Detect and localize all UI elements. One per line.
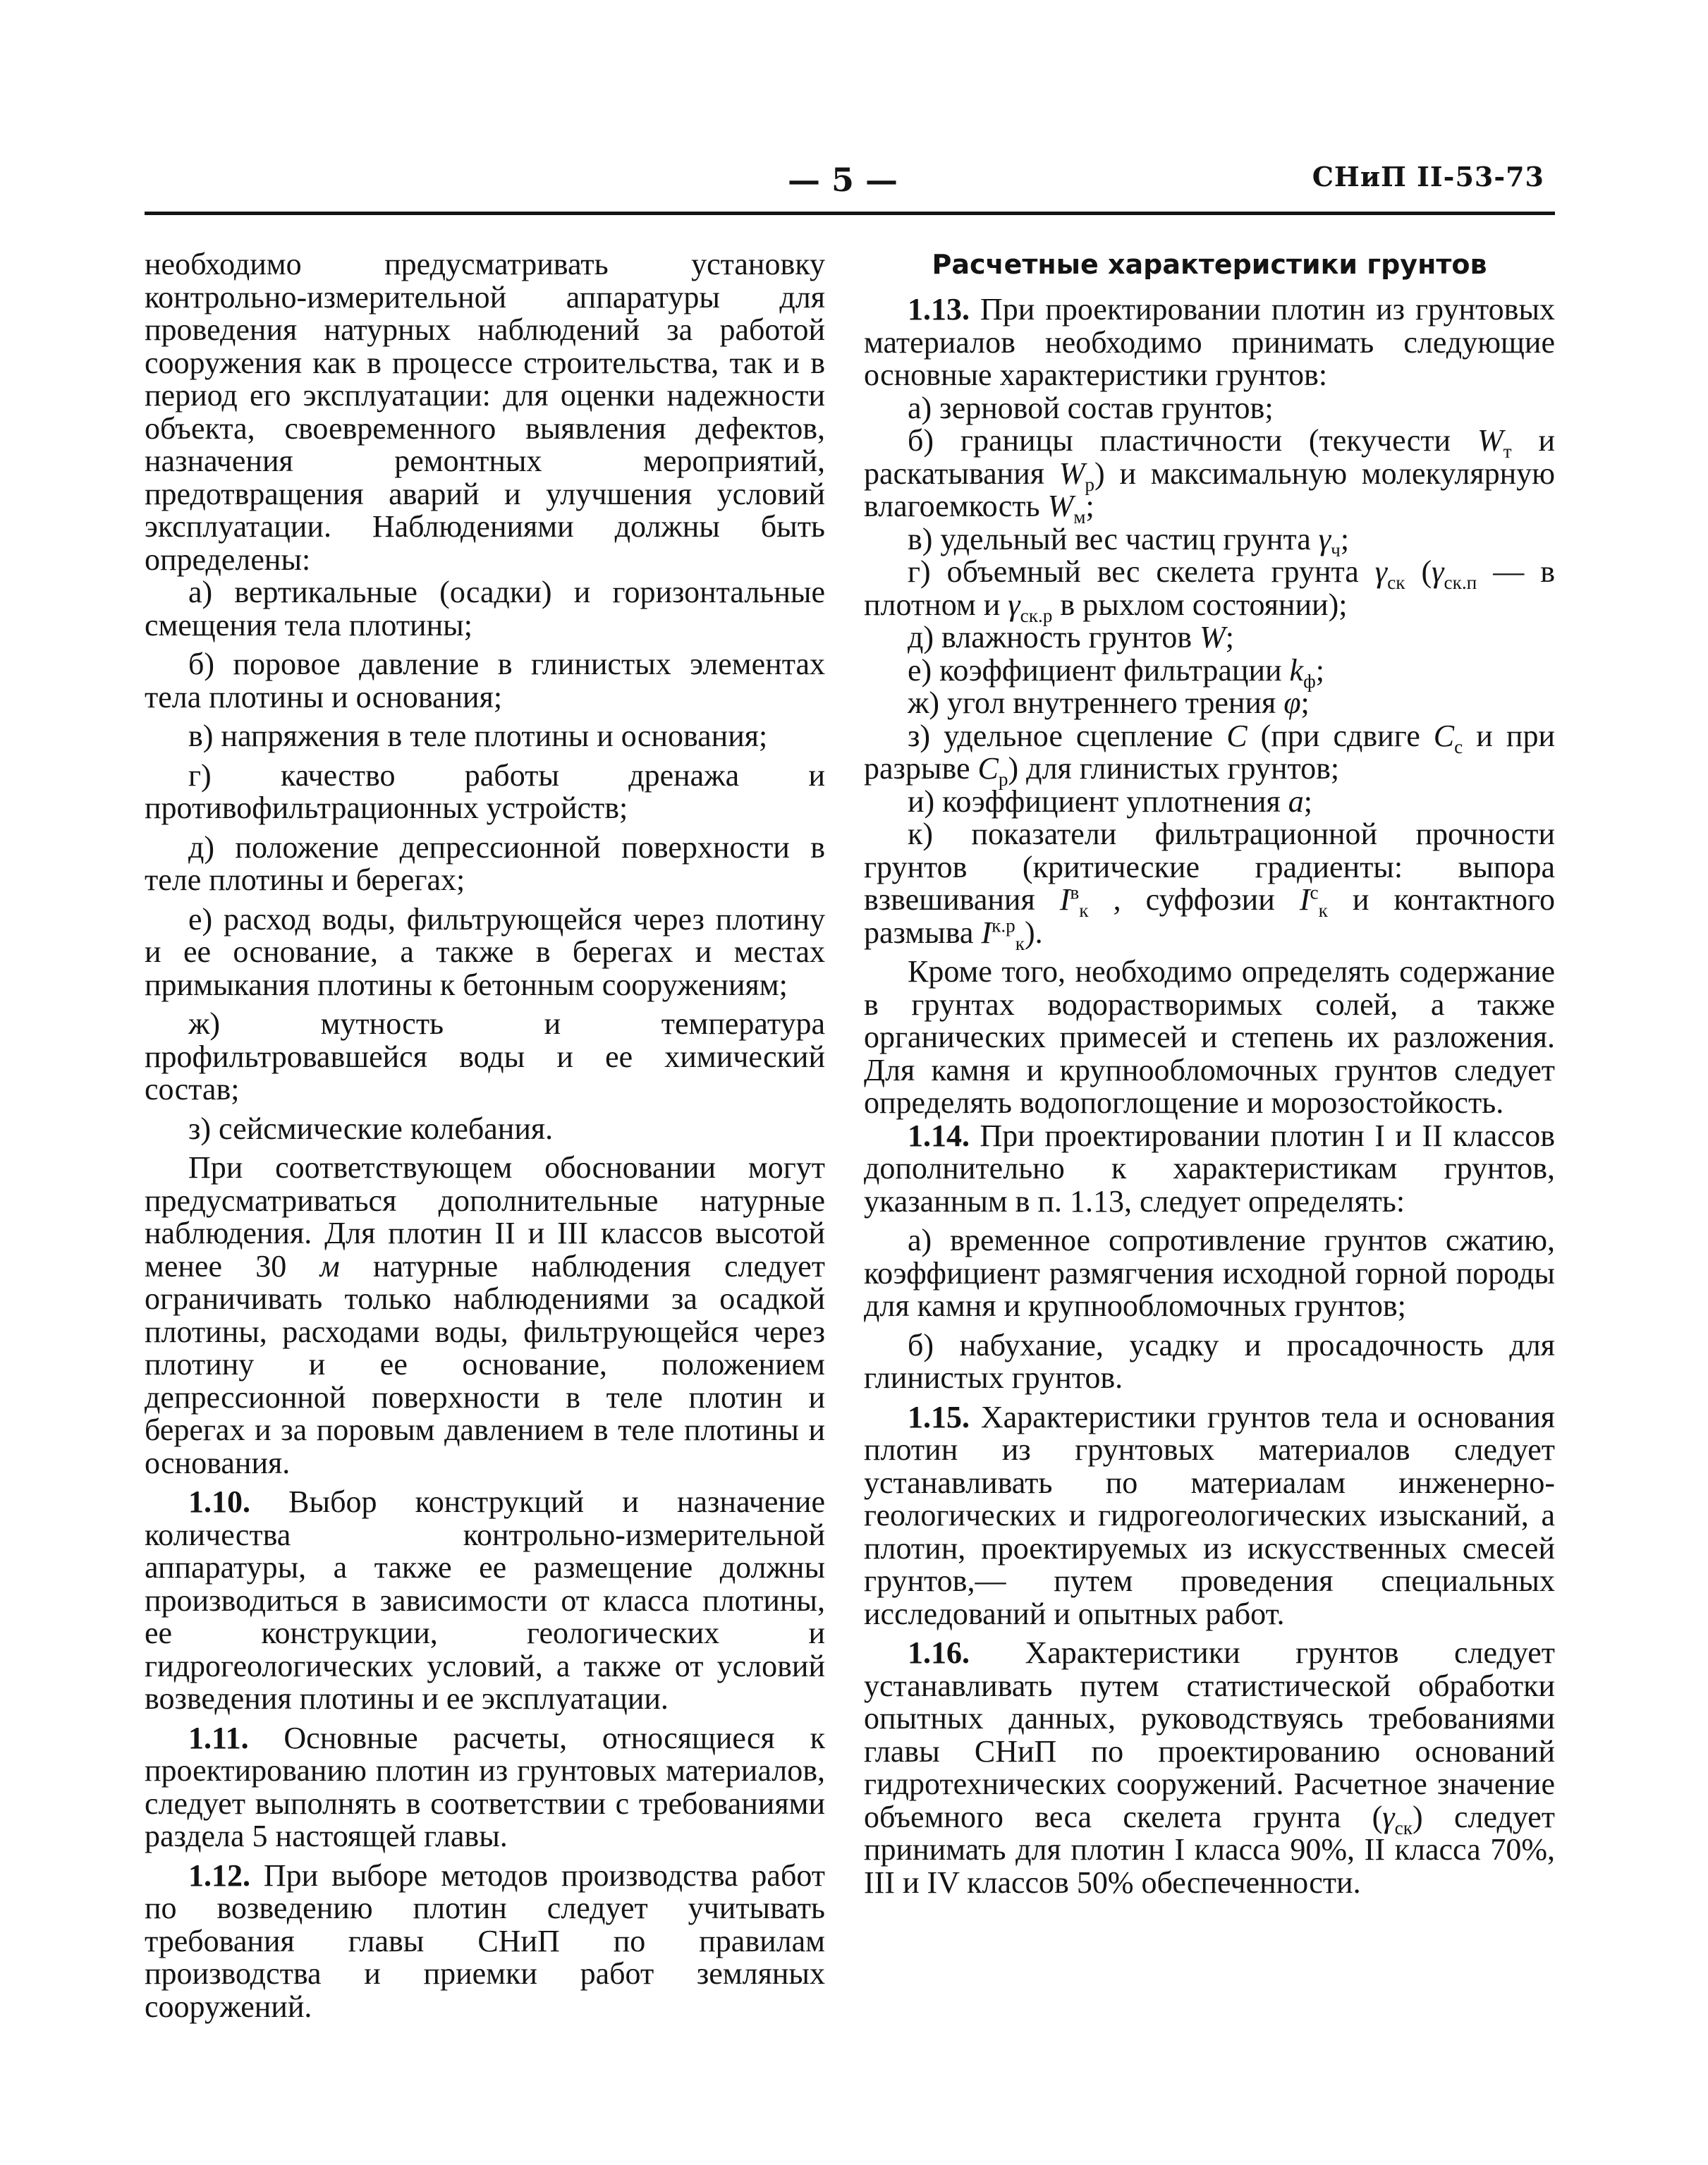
list-item-g: г) качество работы дренажа и противофильтрационных устройств; bbox=[145, 757, 825, 825]
clause-1-16: 1.16. Характеристики грунтов следует устанавливать путем статистической обработки опытных данных, руководствуясь требованиями главы СНиП по проектированию оснований гидротехнических сооружений. Расчетное значение объемного веса скелета грунта $(\gamma_{ск})$ следует принимать для плотин I класса 90%, II класса 70%, III и IV классов 50% обеспеченности. bbox=[864, 1635, 1556, 1900]
clause-1-11: 1.11. Основные расчеты, относящиеся к проектированию плотин из грунтовых материалов, следует выполнять в соответствии с требованиями раздела 5 настоящей главы. bbox=[145, 1720, 825, 1853]
paragraph-besides: Кроме того, необходимо определять содержание в грунтах водорастворимых солей, а также органических примесей и степень их разложения. Для камня и крупнообломочных грунтов следует определять водопоглощение и морозостойкость. bbox=[864, 954, 1555, 1120]
clause-1-14: 1.14. При проектировании плотин I и II классов дополнительно к характеристикам грунтов, указанным в п. 1.13, следует определять: bbox=[864, 1118, 1555, 1219]
clause-number: 1.12. bbox=[188, 1858, 250, 1893]
paragraph-intro: необходимо предусматривать установку контрольно-измерительной аппаратуры для проведения натурных наблюдений за работой сооружения как в процессе строительства, так и в период его эксплуатации: для оценки надежности объекта, своевременного выявления дефектов, назначения ремонтных мероприятий, предотвращения аварий и улучшения условий эксплуатации. Наблюдениями должны быть определены: bbox=[145, 247, 825, 577]
clause-number: 1.15. bbox=[908, 1399, 970, 1434]
list-item-zh: ж) мутность и температура профильтровавшейся воды и ее химический состав; bbox=[145, 1006, 825, 1106]
clause-1-14-item-a: а) временное сопротивление грунтов сжатию, коэффициент размягчения исходной горной породы для камня и крупнообломочных грунтов; bbox=[864, 1223, 1555, 1323]
char-item-i: и) коэффициент уплотнения a; bbox=[908, 783, 1313, 819]
clause-1-10: 1.10. Выбор конструкций и назначение количества контрольно-измерительной аппаратуры, а также ее размещение должны производиться в зависимости от класса плотины, ее конструкции, геологических и гидрогеологических условий, а также от условий возведения плотины и ее эксплуатации. bbox=[145, 1484, 825, 1716]
page-number: — 5 — bbox=[787, 161, 898, 199]
char-item-a: а) зерновой состав грунтов; bbox=[908, 390, 1274, 425]
char-item-b: б) границы пластичности (текучести $W_т$ и раскатывания $W_р$) и максимальную молекулярную влагоемкость $W_м$; bbox=[864, 423, 1555, 527]
clause-number: 1.14. bbox=[908, 1118, 970, 1153]
char-item-k: к) показатели фильтрационной прочности грунтов (критические градиенты: выпора взвешивания $I^в_к$ , суффозии $I^с_к$ и контактного размыва $I^{к.р}_к$). bbox=[864, 817, 1556, 954]
clause-number: 1.16. bbox=[908, 1635, 970, 1670]
clause-1-14-item-b: б) набухание, усадку и просадочность для глинистых грунтов. bbox=[864, 1327, 1555, 1395]
list-item-b: б) поровое давление в глинистых элементах тела плотины и основания; bbox=[145, 647, 825, 714]
paragraph-justification: При соответствующем обосновании могут предусматриваться дополнительные натурные наблюдения. Для плотин II и III классов высотой менее 30 м натурные наблюдения следует ограничивать только наблюдениями за осадкой плотины, расходами воды, фильтрующейся через плотину и ее основание, положением депрессионной поверхности в теле плотин и берегах и за поровым давлением в теле плотины и основания. bbox=[145, 1150, 825, 1480]
clause-number: 1.13. bbox=[908, 292, 970, 327]
section-title: Расчетные характеристики грунтов bbox=[932, 249, 1487, 280]
header-rule bbox=[145, 212, 1555, 215]
unit-meters: м bbox=[319, 1248, 340, 1283]
char-item-g: г) объемный вес скелета грунта $\gamma_{ск}$ ($\gamma_{ск.п}$ — в плотном и $\gamma_{ск.р}$ в рыхлом состоянии); bbox=[864, 554, 1555, 626]
char-item-v: в) удельный вес частиц грунта $\gamma_ч$; bbox=[908, 521, 1350, 561]
list-item-a: а) вертикальные (осадки) и горизонтальные смещения тела плотины; bbox=[145, 575, 825, 642]
clause-1-12: 1.12. При выборе методов производства работ по возведению плотин следует учитывать требования главы СНиП по правилам производства и приемки работ земляных сооружений. bbox=[145, 1858, 825, 2024]
right-column bbox=[864, 248, 1555, 1899]
char-item-zh: ж) угол внутреннего трения φ; bbox=[908, 685, 1310, 720]
clause-1-13: 1.13. При проектировании плотин из грунтовых материалов необходимо принимать следующие основные характеристики грунтов: bbox=[864, 292, 1555, 392]
list-item-d: д) положение депрессионной поверхности в теле плотины и берегах; bbox=[145, 829, 825, 897]
list-item-v: в) напряжения в теле плотины и основания; bbox=[188, 719, 768, 753]
char-item-d: д) влажность грунтов W; bbox=[908, 620, 1234, 654]
clause-number: 1.10. bbox=[188, 1484, 250, 1519]
char-item-z: з) удельное сцепление C (при сдвиге $C_с$ и при разрыве $C_р$) для глинистых грунтов; bbox=[864, 718, 1556, 790]
clause-number: 1.11. bbox=[188, 1720, 249, 1755]
list-item-z: з) сейсмические колебания. bbox=[188, 1111, 554, 1146]
list-item-e: е) расход воды, фильтрующейся через плотину и ее основание, а также в берегах и местах примыкания плотины к бетонным сооружениям; bbox=[145, 901, 825, 1002]
left-column bbox=[145, 248, 825, 2023]
char-item-e: е) коэффициент фильтрации $k_ф$; bbox=[908, 652, 1324, 692]
document-code: СНиП II-53-73 bbox=[1312, 161, 1544, 193]
clause-1-15: 1.15. Характеристики грунтов тела и основания плотин из грунтовых материалов следует устанавливать по материалам инженерно-геологических и гидрогеологических изысканий, а плотин, проектируемых из искусственных смесей грунтов,— путем проведения специальных исследований и опытных работ. bbox=[864, 1399, 1555, 1631]
